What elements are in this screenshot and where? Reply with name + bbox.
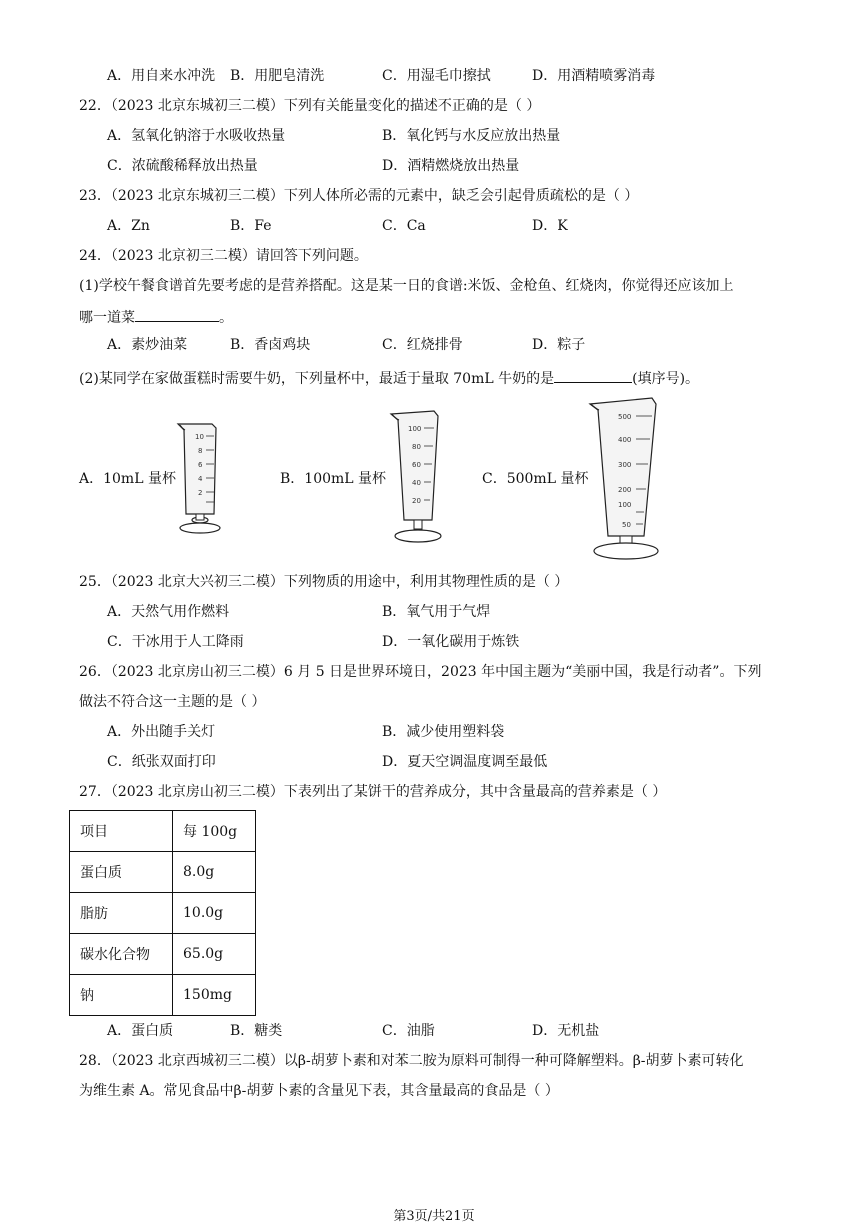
q28-stem-line2: 为维生素 A。常见食品中β-胡萝卜素的含量见下表，其含量最高的食品是（ ） <box>79 1083 559 1099</box>
table-row <box>70 852 256 893</box>
table-cell: 脂肪 <box>70 893 173 934</box>
q23-option-b: B．Fe <box>230 218 272 234</box>
table-cell: 10.0g <box>173 893 256 934</box>
q22-stem: 22．（2023 北京东城初三二模）下列有关能量变化的描述不正确的是（ ） <box>79 98 541 114</box>
cylinder-c-illustration <box>586 394 666 562</box>
q25-option-d: D．一氧化碳用于炼铁 <box>382 634 520 650</box>
q24-part1-option-a: A．素炒油菜 <box>107 337 188 353</box>
q26-option-d: D．夏天空调温度调至最低 <box>382 754 548 770</box>
q22-option-c: C．浓硫酸稀释放出热量 <box>107 158 258 174</box>
q24-part1-answer-blank[interactable] <box>135 305 219 322</box>
cylinder-b-tick: 40 <box>412 479 421 487</box>
table-cell: 每 100g <box>173 811 256 852</box>
q21-option-b: B．用肥皂清洗 <box>230 68 325 84</box>
cylinder-a-tick: 2 <box>198 489 203 497</box>
table-cell: 项目 <box>70 811 173 852</box>
table-cell: 150mg <box>173 975 256 1016</box>
cylinder-b-tick: 20 <box>412 497 421 505</box>
cylinder-b-illustration <box>388 408 448 544</box>
q24-part2-answer-blank[interactable] <box>554 366 632 383</box>
q24-part2-end: (填序号)。 <box>632 371 700 387</box>
table-cell: 8.0g <box>173 852 256 893</box>
q24-part1-option-d: D．粽子 <box>532 337 586 353</box>
cylinder-a-tick: 6 <box>198 461 203 469</box>
q24-part2-text: (2)某同学在家做蛋糕时需要牛奶，下列量杯中，最适于量取 70mL 牛奶的是 <box>79 371 555 387</box>
q26-option-b: B．减少使用塑料袋 <box>382 724 505 740</box>
table-cell: 蛋白质 <box>70 852 173 893</box>
q21-option-d: D．用酒精喷雾消毒 <box>532 68 656 84</box>
q26-stem-line2: 做法不符合这一主题的是（ ） <box>79 694 266 710</box>
table-row <box>70 811 256 852</box>
q26-option-a: A．外出随手关灯 <box>107 724 216 740</box>
q25-stem: 25．（2023 北京大兴初三二模）下列物质的用途中，利用其物理性质的是（ ） <box>79 574 569 590</box>
cylinder-a-tick: 4 <box>198 475 203 483</box>
cylinder-a-label: A．10mL 量杯 <box>79 471 176 487</box>
cylinder-c-tick: 100 <box>618 501 632 509</box>
table-cell: 钠 <box>70 975 173 1016</box>
q28-stem-line1: 28．（2023 北京西城初三二模）以β-胡萝卜素和对苯二胺为原料可制得一种可降解塑料。β-胡萝卜素可转化 <box>79 1053 744 1069</box>
cylinder-c-tick: 50 <box>622 521 631 529</box>
q24-part1-line2-end: 。 <box>219 310 233 326</box>
q21-option-a: A．用自来水冲洗 <box>107 68 216 84</box>
q26-stem-line1: 26．（2023 北京房山初三二模）6 月 5 日是世界环境日，2023 年中国主题为“美丽中国，我是行动者”。下列 <box>79 664 762 680</box>
cylinder-c-tick: 300 <box>618 461 632 469</box>
table-row <box>70 893 256 934</box>
table-row <box>70 975 256 1016</box>
q22-option-b: B．氧化钙与水反应放出热量 <box>382 128 561 144</box>
cylinder-b-tick: 100 <box>408 425 422 433</box>
q24-part2-line <box>79 366 699 389</box>
cylinder-c-tick: 400 <box>618 436 632 444</box>
cylinder-c-tick: 500 <box>618 413 632 421</box>
q27-stem: 27．（2023 北京房山初三二模）下表列出了某饼干的营养成分，其中含量最高的营养素是（ ） <box>79 784 667 800</box>
cylinder-c-tick: 200 <box>618 486 632 494</box>
q27-option-c: C．油脂 <box>382 1023 435 1039</box>
q24-part1-option-b: B．香卤鸡块 <box>230 337 311 353</box>
q22-option-d: D．酒精燃烧放出热量 <box>382 158 520 174</box>
table-cell: 碳水化合物 <box>70 934 173 975</box>
table-row <box>70 934 256 975</box>
cylinder-b-tick: 60 <box>412 461 421 469</box>
q24-part1-line1: (1)学校午餐食谱首先要考虑的是营养搭配。这是某一日的食谱:米饭、金枪鱼、红烧肉，你觉得还应该加上 <box>79 278 734 294</box>
cylinder-b-tick: 80 <box>412 443 421 451</box>
q26-option-c: C．纸张双面打印 <box>107 754 216 770</box>
q27-option-d: D．无机盐 <box>532 1023 600 1039</box>
q23-stem: 23．（2023 北京东城初三二模）下列人体所必需的元素中，缺乏会引起骨质疏松的是（ ） <box>79 188 639 204</box>
q24-part1-line2-text: 哪一道菜 <box>79 310 135 326</box>
q27-option-a: A．蛋白质 <box>107 1023 174 1039</box>
q24-stem: 24．（2023 北京初三二模）请回答下列问题。 <box>79 248 368 264</box>
q24-part1-line2 <box>79 305 233 328</box>
q27-option-b: B．糖类 <box>230 1023 283 1039</box>
page-number: 第3页/共21页 <box>393 1209 475 1224</box>
cylinder-a-tick: 8 <box>198 447 203 455</box>
q23-option-d: D．K <box>532 218 568 234</box>
q24-part1-option-c: C．红烧排骨 <box>382 337 463 353</box>
q23-option-a: A．Zn <box>107 218 150 234</box>
nutrition-table <box>69 810 256 1016</box>
cylinder-b-label: B．100mL 量杯 <box>280 471 387 487</box>
q25-option-b: B．氧气用于气焊 <box>382 604 491 620</box>
q23-option-c: C．Ca <box>382 218 426 234</box>
cylinder-a-tick: 10 <box>195 433 204 441</box>
q25-option-c: C．干冰用于人工降雨 <box>107 634 244 650</box>
cylinder-a-illustration <box>176 422 224 534</box>
q21-option-c: C．用湿毛巾擦拭 <box>382 68 491 84</box>
q22-option-a: A．氢氧化钠溶于水吸收热量 <box>107 128 286 144</box>
q25-option-a: A．天然气用作燃料 <box>107 604 230 620</box>
table-cell: 65.0g <box>173 934 256 975</box>
cylinder-c-label: C．500mL 量杯 <box>482 471 589 487</box>
